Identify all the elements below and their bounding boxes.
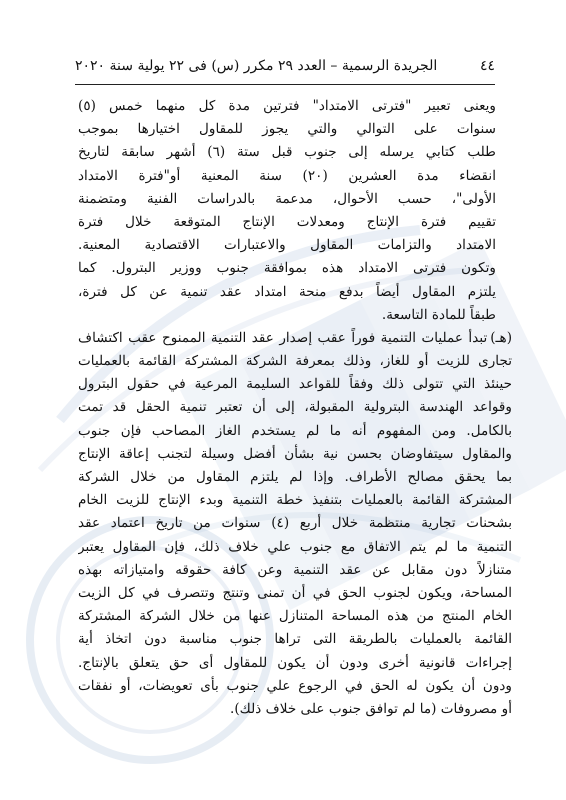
text-line: الأولى"، حسب الأحوال، مدعمة بالدراسات الفنية ومتضمنة — [78, 190, 496, 207]
text-line: بالكامل. ومن المفهوم أنه ما لم يستخدم الغاز المصاحب فإن جنوب — [78, 422, 512, 439]
paragraph-development-operations — [78, 327, 512, 721]
header-divider — [75, 84, 495, 85]
gazette-title: الجريدة الرسمية – العدد ٢٩ مكرر (س) فى ٢٢ يولية سنة ٢٠٢٠ — [75, 58, 438, 74]
text-line: بشحنات تجارية منتظمة خلال أربع (٤) سنوات من تاريخ اعتماد عقد — [78, 515, 512, 532]
text-line: المشتركة القائمة بالعمليات بتنفيذ خطة التنمية وبدء الإنتاج للزيت الخام — [78, 492, 512, 509]
text-line: الخام المنتج من هذه المساحة المتنازل عنها من خلال الشركة المشتركة — [78, 608, 512, 625]
text-line: يلتزم المقاول أيضاً بدفع منحة امتداد عقد تنمية عن كل فترة، — [78, 283, 496, 300]
text-line: ودون أن يكون له الحق في الرجوع علي جنوب بأى تعويضات، أو نفقات — [78, 677, 512, 694]
page-number: ٤٤ — [479, 58, 495, 74]
text-line: سنوات على التوالي والتي يجوز للمقاول اختيارها بموجب — [78, 121, 496, 138]
text-line: وقواعد الهندسة البترولية المقبولة، إلى أن تعتبر تنمية الحقل قد تمت — [78, 399, 512, 416]
text-line: أو مصروفات (ما لم توافق جنوب على خلاف ذلك). — [230, 700, 512, 717]
text-line: تقييم فترة الإنتاج ومعدلات الإنتاج المتوقعة خلال فترة — [78, 213, 496, 230]
text-line: حينئذ التي تتولى ذلك وفقاً للقواعد السليمة المرعية في حقول البترول — [78, 376, 512, 393]
text-line: طبقاً للمادة التاسعة. — [381, 306, 496, 323]
paragraph-continuation — [78, 350, 512, 721]
text-line: انقضاء مدة العشرين (٢٠) سنة المعنية أو"فترة الامتداد — [78, 167, 496, 184]
text-line: إجراءات قانونية أخرى ودون أن يكون للمقاول أى حق يتعلق بالإنتاج. — [78, 654, 512, 671]
text-line: متنازلاً دون مقابل عن عقد التنمية وعن كافة حقوقه وامتيازاته بهذه — [78, 561, 512, 578]
text-line: تجارى للزيت أو للغاز، وذلك بمعرفة الشركة المشتركة القائمة بالعمليات — [78, 353, 512, 370]
text-line: والمقاول سيتفاوضان بحسن نية بشأن أفضل وسيلة لتجنب إعاقة الإنتاج — [78, 445, 512, 462]
text-line: القائمة بالعمليات بالطريقة التى تراها جنوب مناسبة دون اتخاذ أية — [78, 631, 512, 648]
text-line: المساحة، ويكون لجنوب الحق في أن تمنى وتنتج وتتصرف في كل الزيت — [78, 584, 512, 601]
text-line: الامتداد والتزامات المقاول والاعتبارات الاقتصادية المعنية. — [78, 237, 496, 254]
paragraph-extension-periods — [78, 95, 496, 327]
document-body — [78, 95, 512, 721]
text-line: وتكون فترتى الامتداد هذه بموافقة جنوب ووزير البترول. كما — [78, 260, 496, 277]
page-header — [75, 58, 495, 80]
text-line: التنمية ما لم يتم الاتفاق مع جنوب علي خلاف ذلك، فإن المقاول يعتبر — [78, 538, 512, 555]
text-line: ويعنى تعبير "فترتى الامتداد" فترتين مدة كل منهما خمس (٥) — [78, 98, 496, 114]
text-line: تبدأ عمليات التنمية فوراً عقب إصدار عقد التنمية الممنوح عقب اكتشاف — [78, 329, 488, 346]
text-line: بما يحقق مصالح الأطراف. وإذا لم يلتزم المقاول من خلال الشركة — [78, 469, 512, 485]
text-line: طلب كتابي يرسله إلى جنوب قبل ستة (٦) أشهر سابقة لتاريخ — [78, 144, 496, 161]
first-line — [78, 327, 512, 350]
clause-marker: (هـ) — [490, 329, 512, 346]
